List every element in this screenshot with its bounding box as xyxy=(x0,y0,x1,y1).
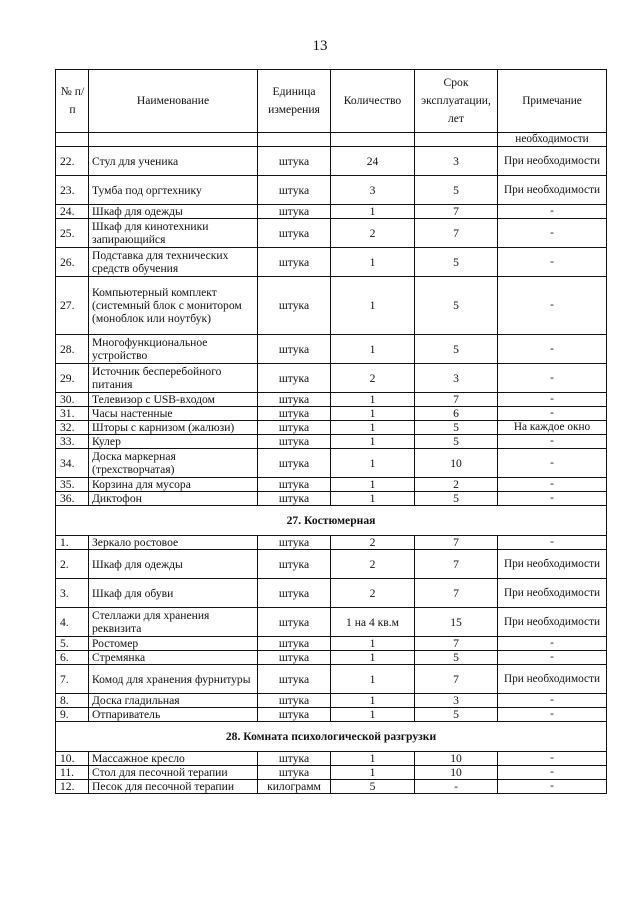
cell-qty: 1 xyxy=(331,407,415,421)
cell-life: 7 xyxy=(415,219,498,248)
cell-name xyxy=(89,133,258,147)
table-row xyxy=(56,219,607,248)
cell-life xyxy=(415,133,498,147)
table-row xyxy=(56,478,607,492)
cell-life: 6 xyxy=(415,407,498,421)
cell-qty: 2 xyxy=(331,364,415,393)
cell-num: 31. xyxy=(56,407,89,421)
cell-name: Шкаф для обуви xyxy=(89,579,258,608)
cell-note: - xyxy=(498,651,607,665)
cell-unit: штука xyxy=(258,364,331,393)
cell-name: Телевизор с USB-входом xyxy=(89,393,258,407)
table-row xyxy=(56,766,607,780)
table-row xyxy=(56,133,607,147)
header-name: Наименование xyxy=(89,70,258,133)
cell-note: - xyxy=(498,694,607,708)
cell-qty: 1 xyxy=(331,393,415,407)
table-row xyxy=(56,393,607,407)
cell-num xyxy=(56,133,89,147)
cell-unit: штука xyxy=(258,435,331,449)
table-row xyxy=(56,708,607,722)
cell-qty: 3 xyxy=(331,176,415,205)
table-row xyxy=(56,694,607,708)
cell-num: 34. xyxy=(56,449,89,478)
cell-life: 5 xyxy=(415,248,498,277)
cell-num: 22. xyxy=(56,147,89,176)
table-row xyxy=(56,608,607,637)
cell-name: Источник бесперебойного питания xyxy=(89,364,258,393)
header-num: № п/п xyxy=(56,70,89,133)
cell-unit: штука xyxy=(258,407,331,421)
cell-unit: штука xyxy=(258,277,331,335)
cell-num: 12. xyxy=(56,780,89,794)
cell-life: 5 xyxy=(415,708,498,722)
table-row xyxy=(56,248,607,277)
cell-name: Ростомер xyxy=(89,637,258,651)
cell-life: 5 xyxy=(415,176,498,205)
cell-unit: штука xyxy=(258,708,331,722)
cell-note: - xyxy=(498,277,607,335)
cell-unit: килограмм xyxy=(258,780,331,794)
cell-qty: 2 xyxy=(331,550,415,579)
cell-note: - xyxy=(498,364,607,393)
cell-num: 29. xyxy=(56,364,89,393)
cell-life: 7 xyxy=(415,550,498,579)
cell-qty: 1 на 4 кв.м xyxy=(331,608,415,637)
cell-note: При необходимости xyxy=(498,147,607,176)
cell-life: 5 xyxy=(415,335,498,364)
cell-qty: 1 xyxy=(331,335,415,364)
cell-life: - xyxy=(415,780,498,794)
cell-life: 15 xyxy=(415,608,498,637)
cell-qty: 1 xyxy=(331,766,415,780)
cell-num: 35. xyxy=(56,478,89,492)
cell-qty: 1 xyxy=(331,478,415,492)
cell-num: 11. xyxy=(56,766,89,780)
table-row xyxy=(56,449,607,478)
table-row xyxy=(56,665,607,694)
cell-name: Кулер xyxy=(89,435,258,449)
cell-name: Шкаф для кинотехники запирающийся xyxy=(89,219,258,248)
cell-qty: 1 xyxy=(331,492,415,506)
cell-name: Многофункциональное устройство xyxy=(89,335,258,364)
cell-note: - xyxy=(498,393,607,407)
cell-num: 26. xyxy=(56,248,89,277)
cell-unit: штука xyxy=(258,335,331,364)
cell-num: 30. xyxy=(56,393,89,407)
cell-num: 36. xyxy=(56,492,89,506)
table-row xyxy=(56,435,607,449)
cell-num: 9. xyxy=(56,708,89,722)
cell-name: Корзина для мусора xyxy=(89,478,258,492)
cell-unit: штука xyxy=(258,579,331,608)
cell-life: 10 xyxy=(415,449,498,478)
cell-name: Песок для песочной терапии xyxy=(89,780,258,794)
cell-num: 32. xyxy=(56,421,89,435)
cell-life: 2 xyxy=(415,478,498,492)
table-row xyxy=(56,651,607,665)
cell-num: 1. xyxy=(56,536,89,550)
cell-name: Компьютерный комплект (системный блок с монитором (моноблок или ноутбук) xyxy=(89,277,258,335)
cell-unit: штука xyxy=(258,550,331,579)
cell-note: - xyxy=(498,478,607,492)
header-life: Срок эксплуатации, лет xyxy=(415,70,498,133)
cell-qty: 1 xyxy=(331,435,415,449)
cell-num: 7. xyxy=(56,665,89,694)
cell-life: 5 xyxy=(415,435,498,449)
cell-unit: штука xyxy=(258,147,331,176)
header-note: Примечание xyxy=(498,70,607,133)
cell-note: - xyxy=(498,708,607,722)
cell-name: Отпариватель xyxy=(89,708,258,722)
cell-num: 23. xyxy=(56,176,89,205)
table-row xyxy=(56,752,607,766)
cell-num: 27. xyxy=(56,277,89,335)
cell-qty: 1 xyxy=(331,277,415,335)
cell-life: 7 xyxy=(415,205,498,219)
table-row xyxy=(56,364,607,393)
cell-note: - xyxy=(498,248,607,277)
section-row xyxy=(56,506,607,536)
cell-unit: штука xyxy=(258,478,331,492)
cell-qty: 1 xyxy=(331,205,415,219)
cell-life: 3 xyxy=(415,147,498,176)
cell-life: 5 xyxy=(415,651,498,665)
table-row xyxy=(56,492,607,506)
cell-name: Тумба под оргтехнику xyxy=(89,176,258,205)
cell-unit: штука xyxy=(258,766,331,780)
cell-unit: штука xyxy=(258,694,331,708)
cell-life: 7 xyxy=(415,637,498,651)
table-row xyxy=(56,579,607,608)
cell-unit: штука xyxy=(258,665,331,694)
cell-qty: 5 xyxy=(331,780,415,794)
cell-life: 7 xyxy=(415,536,498,550)
cell-name: Часы настенные xyxy=(89,407,258,421)
table-row xyxy=(56,637,607,651)
cell-name: Доска гладильная xyxy=(89,694,258,708)
cell-qty xyxy=(331,133,415,147)
cell-life: 3 xyxy=(415,364,498,393)
table-row xyxy=(56,407,607,421)
section-title: 27. Костюмерная xyxy=(56,506,607,536)
cell-qty: 24 xyxy=(331,147,415,176)
equipment-table xyxy=(55,69,607,794)
table-row xyxy=(56,780,607,794)
cell-life: 3 xyxy=(415,694,498,708)
cell-qty: 1 xyxy=(331,421,415,435)
cell-name: Комод для хранения фурнитуры xyxy=(89,665,258,694)
cell-life: 10 xyxy=(415,766,498,780)
cell-name: Шторы с карнизом (жалюзи) xyxy=(89,421,258,435)
cell-unit: штука xyxy=(258,421,331,435)
cell-qty: 1 xyxy=(331,708,415,722)
cell-note: необходимости xyxy=(498,133,607,147)
cell-life: 5 xyxy=(415,277,498,335)
cell-unit: штука xyxy=(258,536,331,550)
cell-qty: 1 xyxy=(331,752,415,766)
cell-note: - xyxy=(498,205,607,219)
cell-life: 5 xyxy=(415,421,498,435)
cell-life: 7 xyxy=(415,665,498,694)
cell-life: 10 xyxy=(415,752,498,766)
cell-unit: штука xyxy=(258,651,331,665)
cell-unit: штука xyxy=(258,752,331,766)
cell-note: При необходимости xyxy=(498,665,607,694)
cell-note: - xyxy=(498,536,607,550)
cell-name: Диктофон xyxy=(89,492,258,506)
cell-note: На каждое окно xyxy=(498,421,607,435)
cell-qty: 2 xyxy=(331,536,415,550)
cell-life: 7 xyxy=(415,393,498,407)
cell-unit: штука xyxy=(258,608,331,637)
cell-note: - xyxy=(498,335,607,364)
table-row xyxy=(56,277,607,335)
cell-note: - xyxy=(498,435,607,449)
cell-note: При необходимости xyxy=(498,608,607,637)
table-row xyxy=(56,421,607,435)
cell-note: - xyxy=(498,637,607,651)
cell-unit: штука xyxy=(258,637,331,651)
cell-note: При необходимости xyxy=(498,176,607,205)
cell-name: Стремянка xyxy=(89,651,258,665)
cell-note: - xyxy=(498,752,607,766)
cell-note: - xyxy=(498,407,607,421)
cell-num: 8. xyxy=(56,694,89,708)
cell-qty: 1 xyxy=(331,449,415,478)
cell-note: - xyxy=(498,449,607,478)
table-row xyxy=(56,147,607,176)
cell-num: 3. xyxy=(56,579,89,608)
cell-unit: штука xyxy=(258,205,331,219)
table-row xyxy=(56,536,607,550)
cell-num: 28. xyxy=(56,335,89,364)
cell-qty: 1 xyxy=(331,651,415,665)
cell-name: Зеркало ростовое xyxy=(89,536,258,550)
cell-unit: штука xyxy=(258,449,331,478)
cell-name: Подставка для технических средств обучения xyxy=(89,248,258,277)
cell-note: - xyxy=(498,219,607,248)
cell-unit: штука xyxy=(258,393,331,407)
cell-name: Массажное кресло xyxy=(89,752,258,766)
cell-num: 24. xyxy=(56,205,89,219)
cell-qty: 2 xyxy=(331,219,415,248)
cell-unit: штука xyxy=(258,248,331,277)
header-qty: Количество xyxy=(331,70,415,133)
table-row xyxy=(56,550,607,579)
cell-name: Стул для ученика xyxy=(89,147,258,176)
cell-note: При необходимости xyxy=(498,550,607,579)
table-row xyxy=(56,205,607,219)
cell-qty: 2 xyxy=(331,579,415,608)
cell-num: 10. xyxy=(56,752,89,766)
table-row xyxy=(56,335,607,364)
cell-qty: 1 xyxy=(331,665,415,694)
cell-num: 6. xyxy=(56,651,89,665)
cell-name: Шкаф для одежды xyxy=(89,550,258,579)
cell-num: 4. xyxy=(56,608,89,637)
section-row xyxy=(56,722,607,752)
cell-life: 7 xyxy=(415,579,498,608)
section-title: 28. Комната психологической разгрузки xyxy=(56,722,607,752)
cell-unit: штука xyxy=(258,219,331,248)
cell-note: - xyxy=(498,780,607,794)
table-body xyxy=(56,133,607,794)
header-unit: Единица измерения xyxy=(258,70,331,133)
cell-unit xyxy=(258,133,331,147)
cell-num: 33. xyxy=(56,435,89,449)
cell-qty: 1 xyxy=(331,637,415,651)
cell-note: При необходимости xyxy=(498,579,607,608)
cell-num: 25. xyxy=(56,219,89,248)
table-row xyxy=(56,176,607,205)
cell-name: Стол для песочной терапии xyxy=(89,766,258,780)
cell-name: Стеллажи для хранения реквизита xyxy=(89,608,258,637)
cell-num: 2. xyxy=(56,550,89,579)
cell-qty: 1 xyxy=(331,694,415,708)
cell-unit: штука xyxy=(258,176,331,205)
cell-note: - xyxy=(498,492,607,506)
cell-qty: 1 xyxy=(331,248,415,277)
cell-life: 5 xyxy=(415,492,498,506)
cell-name: Доска маркерная (трехстворчатая) xyxy=(89,449,258,478)
page-number: 13 xyxy=(312,38,328,54)
table-header-row xyxy=(56,70,607,133)
cell-name: Шкаф для одежды xyxy=(89,205,258,219)
cell-num: 5. xyxy=(56,637,89,651)
cell-note: - xyxy=(498,766,607,780)
cell-unit: штука xyxy=(258,492,331,506)
